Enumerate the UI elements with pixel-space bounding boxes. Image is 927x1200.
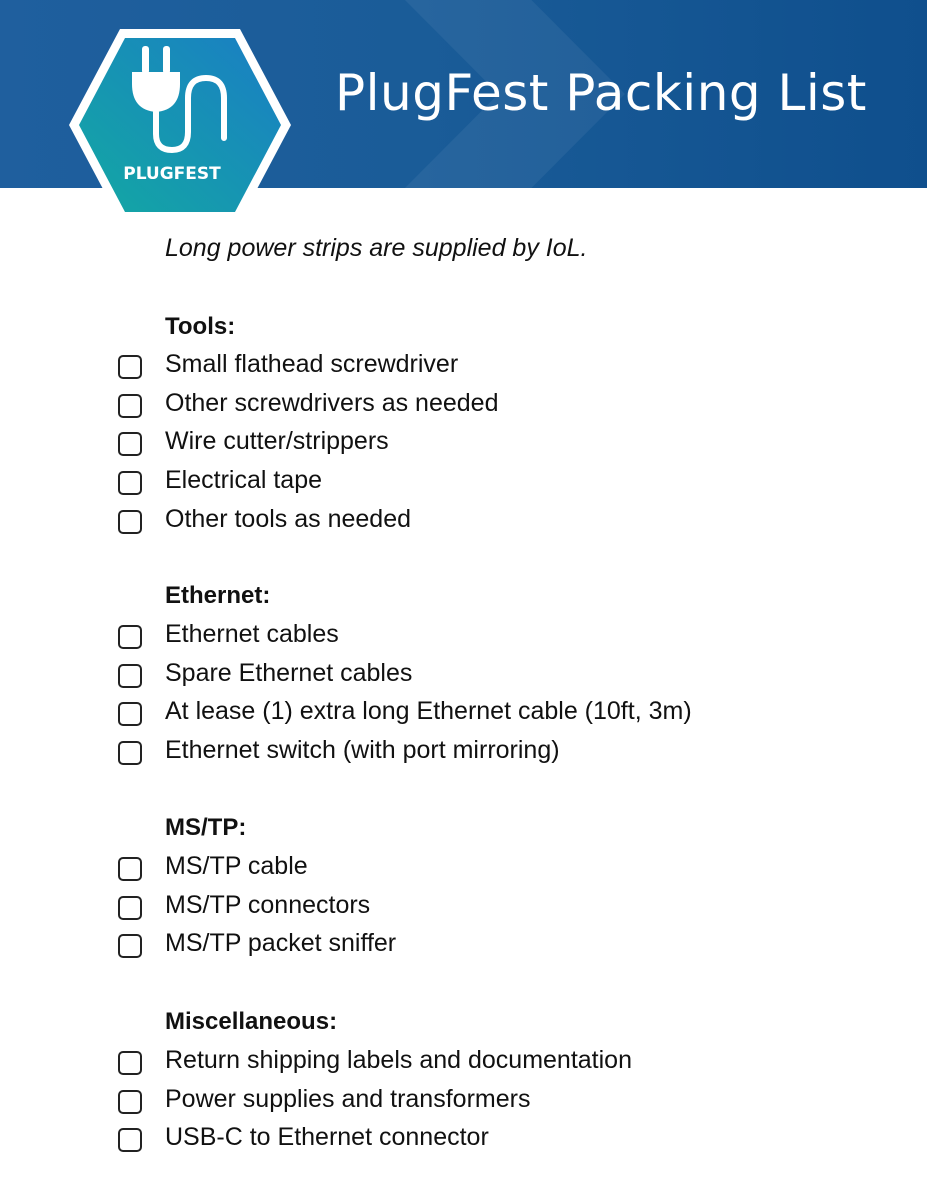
checklist-item[interactable] [118, 654, 878, 692]
checklist-item[interactable] [118, 384, 878, 422]
checklist-item[interactable] [118, 615, 878, 653]
checklist-item[interactable] [118, 847, 878, 885]
checkbox[interactable] [118, 355, 142, 379]
checklist-item-label: MS/TP packet sniffer [165, 929, 397, 957]
logo-text: PLUGFEST [123, 164, 221, 184]
checkbox[interactable] [118, 394, 142, 418]
checklist-item[interactable] [118, 500, 878, 538]
checklist-item[interactable] [118, 692, 878, 730]
checkbox[interactable] [118, 471, 142, 495]
checklist-item[interactable] [118, 731, 878, 769]
checklist-item-label: MS/TP connectors [165, 891, 371, 919]
checkbox[interactable] [118, 510, 142, 534]
plugfest-logo [66, 26, 294, 224]
checklist-item-label: Other tools as needed [165, 505, 411, 533]
checklist-item-label: Spare Ethernet cables [165, 659, 413, 687]
checklist-item[interactable] [118, 1118, 878, 1156]
checklist-item-label: Power supplies and transformers [165, 1085, 531, 1113]
checkbox[interactable] [118, 432, 142, 456]
checklist-item[interactable] [118, 886, 878, 924]
checklist-item-label: At lease (1) extra long Ethernet cable (10ft, 3m) [165, 697, 692, 725]
checklist-item-label: Ethernet cables [165, 620, 339, 648]
section-heading: Tools: [165, 313, 236, 340]
checklist-item[interactable] [118, 1080, 878, 1118]
checklist-item-label: Wire cutter/strippers [165, 427, 389, 455]
checkbox[interactable] [118, 1090, 142, 1114]
checkbox[interactable] [118, 741, 142, 765]
checkbox[interactable] [118, 1051, 142, 1075]
page-title: PlugFest Packing List [335, 64, 867, 122]
checklist-item-label: MS/TP cable [165, 852, 308, 880]
checklist-item[interactable] [118, 345, 878, 383]
checklist-item-label: USB-C to Ethernet connector [165, 1123, 489, 1151]
checkbox[interactable] [118, 857, 142, 881]
checkbox[interactable] [118, 1128, 142, 1152]
checklist-item-label: Electrical tape [165, 466, 323, 494]
checklist-item-label: Return shipping labels and documentation [165, 1046, 632, 1074]
checkbox[interactable] [118, 625, 142, 649]
checkbox[interactable] [118, 896, 142, 920]
checklist-item-label: Small flathead screwdriver [165, 350, 459, 378]
section-heading: Miscellaneous: [165, 1008, 338, 1035]
checklist-item[interactable] [118, 1041, 878, 1079]
section-heading: Ethernet: [165, 582, 271, 609]
checklist-item-label: Other screwdrivers as needed [165, 389, 499, 417]
section-heading: MS/TP: [165, 814, 247, 841]
checkbox[interactable] [118, 934, 142, 958]
checkbox[interactable] [118, 664, 142, 688]
checklist-item[interactable] [118, 924, 878, 962]
checkbox[interactable] [118, 702, 142, 726]
checklist-item[interactable] [118, 422, 878, 460]
power-strip-note: Long power strips are supplied by IoL. [165, 234, 588, 262]
checklist-item[interactable] [118, 461, 878, 499]
checklist-item-label: Ethernet switch (with port mirroring) [165, 736, 560, 764]
